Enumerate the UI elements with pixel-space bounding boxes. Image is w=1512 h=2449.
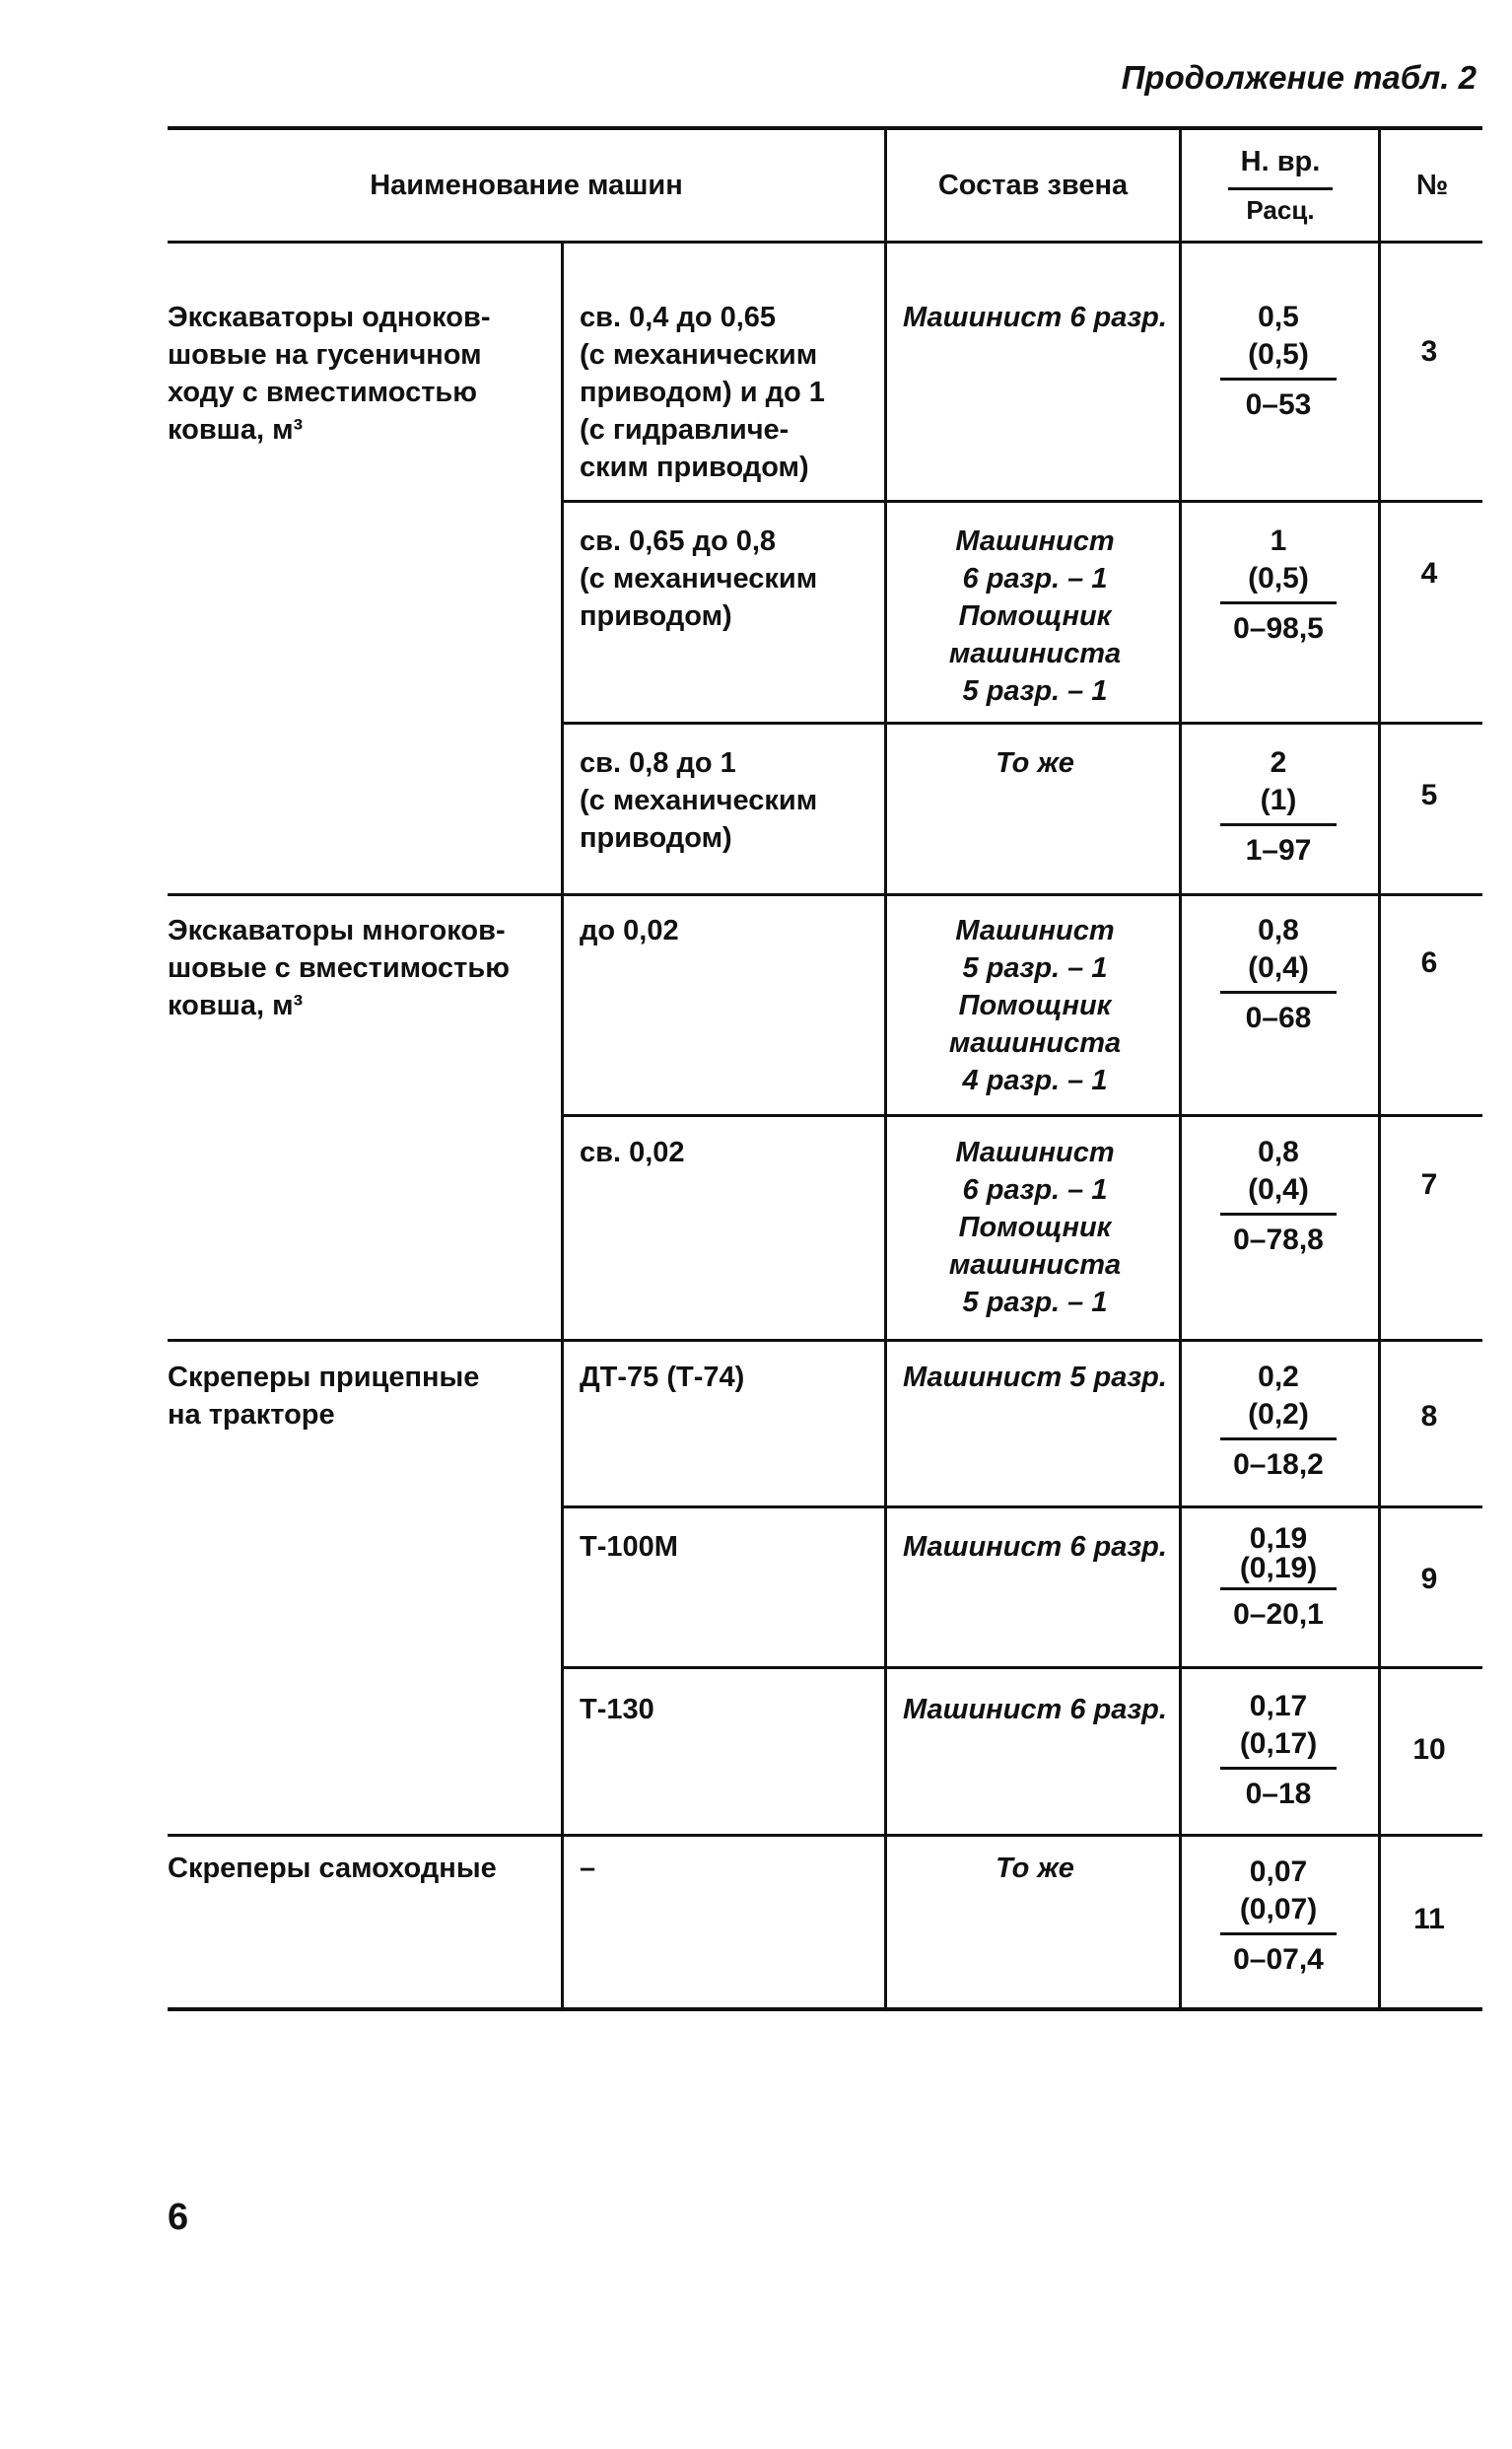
time-norm-value: 0,8 xyxy=(1258,914,1299,946)
column-divider xyxy=(1378,126,1381,2009)
wage-rate-value: 0–78,8 xyxy=(1233,1224,1324,1256)
header-machine-name: Наименование машин xyxy=(370,170,683,201)
crew-composition: То же xyxy=(996,1853,1074,1884)
header-fraction-bar xyxy=(1228,187,1333,190)
machine-spec: Т-100М xyxy=(580,1531,678,1563)
machine-spec: св. 0,65 до 0,8 (с механическим приводом) xyxy=(580,525,818,632)
crew-composition: Машинист 5 разр. – 1 Помощник машиниста 4 разр. – 1 xyxy=(948,915,1122,1096)
table-bottom-rule xyxy=(168,2007,1482,2011)
time-norm-rate xyxy=(1204,1688,1352,1813)
header-crew: Состав звена xyxy=(937,170,1129,201)
column-divider xyxy=(561,241,564,2009)
row-number: 6 xyxy=(1420,946,1438,979)
fraction-bar xyxy=(1220,1213,1337,1216)
wage-rate-value: 0–53 xyxy=(1245,388,1312,421)
group-name: Скреперы самоходные xyxy=(168,1853,497,1884)
row-number: 10 xyxy=(1412,1733,1446,1766)
crew-composition: То же xyxy=(996,747,1074,779)
time-norm-rate xyxy=(1204,1524,1352,1634)
crew-composition: Машинист 6 разр. xyxy=(903,1531,1167,1563)
wage-rate-value: 1–97 xyxy=(1245,834,1312,867)
time-norm-rate xyxy=(1204,1854,1352,1979)
fraction-bar xyxy=(1220,1587,1337,1590)
group-divider xyxy=(168,893,1482,896)
fraction-bar xyxy=(1220,1437,1337,1440)
group-name: Экскаваторы одноков- шовые на гусеничном ходу с вместимостью ковша, м³ xyxy=(168,302,491,446)
time-norm-value: 0,07 xyxy=(1249,1855,1308,1888)
machine-spec: – xyxy=(580,1853,596,1884)
row-divider xyxy=(562,500,1482,503)
fraction-bar xyxy=(1220,1932,1337,1935)
header-wage-rate: Расц. xyxy=(1246,195,1315,225)
time-norm-rate xyxy=(1204,1359,1352,1484)
crew-composition: Машинист 6 разр. xyxy=(903,302,1167,333)
row-number: 5 xyxy=(1420,779,1438,811)
machine-spec: до 0,02 xyxy=(580,915,679,946)
wage-rate-value: 0–68 xyxy=(1245,1002,1312,1034)
time-norm-paren: (0,17) xyxy=(1239,1727,1318,1760)
page-number: 6 xyxy=(168,2197,189,2238)
time-norm-paren: (0,19) xyxy=(1239,1552,1318,1584)
wage-rate-value: 0–18 xyxy=(1245,1778,1312,1810)
row-divider xyxy=(562,1666,1482,1669)
table-continuation-caption: Продолжение табл. 2 xyxy=(1121,59,1477,96)
machine-spec: ДТ-75 (Т-74) xyxy=(580,1362,745,1393)
time-norm-value: 0,17 xyxy=(1249,1690,1308,1722)
machine-spec: Т-130 xyxy=(580,1694,654,1725)
crew-composition: Машинист 6 разр. – 1 Помощник машиниста 5 разр. – 1 xyxy=(948,1137,1122,1318)
crew-composition: Машинист 6 разр. – 1 Помощник машиниста 5 разр. – 1 xyxy=(948,525,1122,707)
row-number: 4 xyxy=(1420,557,1438,590)
time-norm-paren: (0,5) xyxy=(1248,338,1309,371)
wage-rate-value: 0–20,1 xyxy=(1233,1598,1324,1631)
time-norm-paren: (0,5) xyxy=(1248,562,1309,595)
machine-spec: св. 0,4 до 0,65 (с механическим приводом) и до 1 (с гидравличе- ским приводом) xyxy=(580,302,825,483)
wage-rate-value: 0–07,4 xyxy=(1233,1943,1324,1976)
header-bottom-rule xyxy=(168,241,1482,244)
time-norm-value: 0,19 xyxy=(1249,1522,1308,1555)
time-norm-rate xyxy=(1204,299,1352,424)
fraction-bar xyxy=(1220,991,1337,994)
wage-rate-value: 0–18,2 xyxy=(1233,1448,1324,1481)
fraction-bar xyxy=(1220,823,1337,826)
fraction-bar xyxy=(1220,601,1337,604)
time-norm-paren: (1) xyxy=(1260,784,1297,816)
time-norm-rate xyxy=(1204,912,1352,1037)
time-norm-rate xyxy=(1204,744,1352,870)
time-norm-rate xyxy=(1204,523,1352,648)
time-norm-value: 2 xyxy=(1270,746,1287,779)
time-norm-value: 0,8 xyxy=(1258,1136,1299,1168)
crew-composition: Машинист 5 разр. xyxy=(903,1362,1167,1393)
time-norm-value: 0,2 xyxy=(1258,1361,1299,1393)
time-norm-paren: (0,2) xyxy=(1248,1398,1309,1431)
machine-spec: св. 0,8 до 1 (с механическим приводом) xyxy=(580,747,818,854)
time-norm-value: 0,5 xyxy=(1258,301,1299,333)
row-number: 11 xyxy=(1413,1903,1445,1935)
time-norm-paren: (0,07) xyxy=(1239,1893,1318,1925)
header-number: № xyxy=(1415,170,1449,201)
row-number: 8 xyxy=(1420,1400,1438,1433)
time-norm-paren: (0,4) xyxy=(1248,1173,1309,1206)
group-divider xyxy=(168,1339,1482,1342)
time-norm-rate xyxy=(1204,1134,1352,1259)
row-divider xyxy=(562,722,1482,725)
table-top-rule xyxy=(168,126,1482,130)
group-divider xyxy=(168,1834,1482,1837)
fraction-bar xyxy=(1220,1767,1337,1770)
row-divider xyxy=(562,1505,1482,1508)
crew-composition: Машинист 6 разр. xyxy=(903,1694,1167,1725)
row-number: 3 xyxy=(1420,335,1438,368)
time-norm-value: 1 xyxy=(1270,525,1287,557)
machine-spec: св. 0,02 xyxy=(580,1137,685,1168)
group-name: Скреперы прицепные на тракторе xyxy=(168,1362,480,1431)
wage-rate-value: 0–98,5 xyxy=(1233,612,1324,645)
row-divider xyxy=(562,1114,1482,1117)
time-norm-paren: (0,4) xyxy=(1248,951,1309,984)
fraction-bar xyxy=(1220,378,1337,381)
row-number: 7 xyxy=(1420,1168,1438,1201)
group-name: Экскаваторы многоков- шовые с вместимостью ковша, м³ xyxy=(168,915,510,1021)
header-time-norm: Н. вр. xyxy=(1240,146,1321,177)
row-number: 9 xyxy=(1420,1563,1438,1595)
